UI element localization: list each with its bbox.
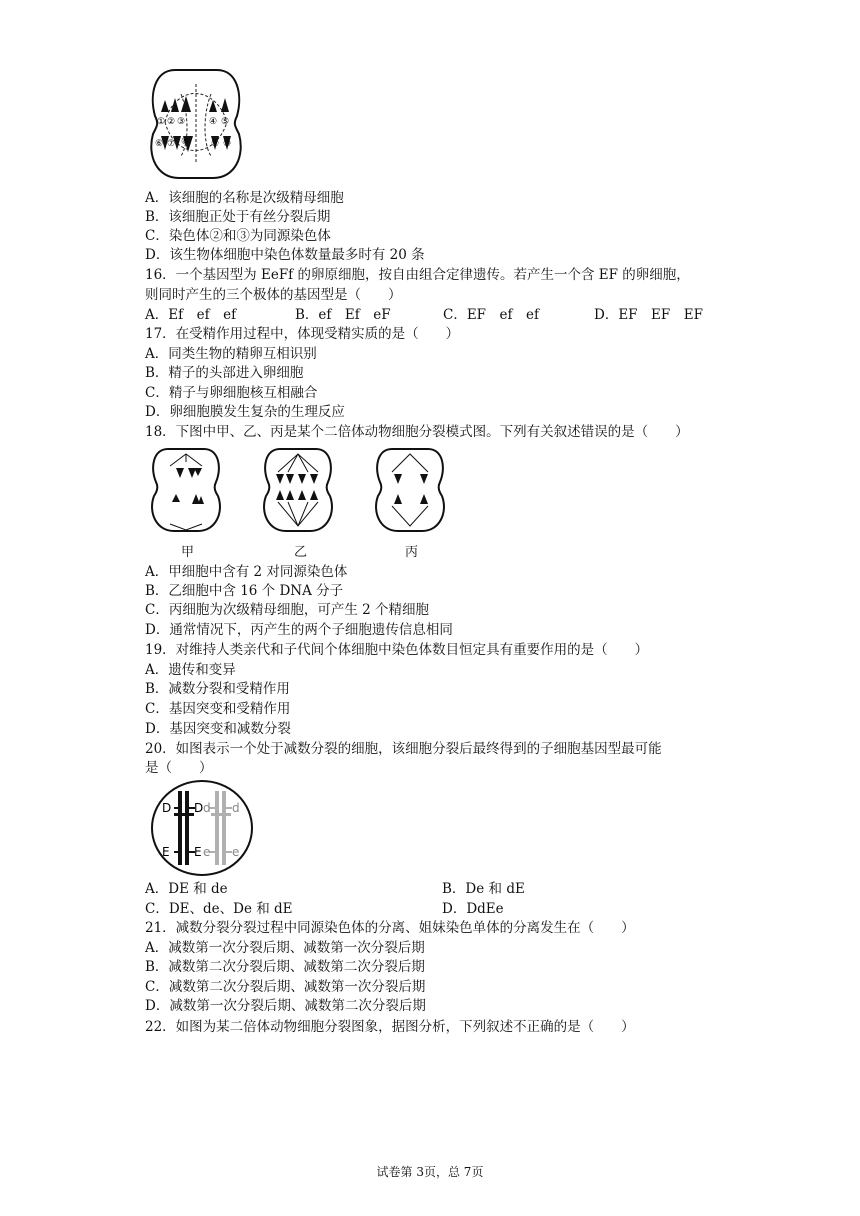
q15-option-c: C．染色体②和③为同源染色体: [145, 228, 331, 244]
q21-option-b: B．减数第二次分裂后期、减数第二次分裂后期: [145, 959, 425, 975]
q15-cell-figure: [145, 64, 247, 182]
q18-caption-jia: 甲: [181, 545, 195, 560]
q22-stem: 22．如图为某二倍体动物细胞分裂图象，据图分析，下列叙述不正确的是（ ）: [145, 1019, 635, 1035]
q19-option-c: C．基因突变和受精作用: [145, 701, 291, 717]
q20-label-D-right: D: [194, 801, 204, 815]
q15-label-7: ⑦: [167, 139, 176, 149]
q15-label-3: ③: [177, 117, 186, 127]
q18-option-c: C．丙细胞为次级精母细胞，可产生 2 个精细胞: [145, 602, 430, 618]
q20-option-a: A．DE 和 de: [145, 881, 228, 897]
q21-option-c: C．减数第二次分裂后期、减数第一次分裂后期: [145, 979, 426, 995]
q15-option-a: A．该细胞的名称是次级精母细胞: [145, 190, 344, 206]
q15-label-2: ②: [167, 117, 176, 127]
page-footer: 试卷第 3页，总 7页: [376, 1165, 484, 1179]
q20-stem-line1: 20．如图表示一个处于减数分裂的细胞，该细胞分裂后最终得到的子细胞基因型最可能: [145, 741, 662, 757]
q15-option-b: B．该细胞正处于有丝分裂后期: [145, 209, 331, 225]
q17-option-d: D．卵细胞膜发生复杂的生理反应: [145, 404, 345, 420]
q15-label-10: ⑩: [223, 139, 232, 149]
q15-label-6: ⑥: [155, 139, 164, 149]
q15-label-1: ①: [157, 117, 166, 127]
q20-label-d-left: d: [203, 801, 211, 815]
q15-option-d: D．该生物体细胞中染色体数量最多时有 20 条: [145, 247, 425, 263]
q20-stem-line2: 是（ ）: [145, 760, 213, 776]
q18-cell-bing-figure: [372, 446, 448, 534]
q15-label-9: ⑨: [211, 139, 220, 149]
q18-option-b: B．乙细胞中含 16 个 DNA 分子: [145, 583, 344, 599]
q16-stem-line1: 16．一个基因型为 EeFf 的卵原细胞，按自由组合定律遗传。若产生一个含 EF 的卵细胞，: [145, 267, 690, 283]
q16-stem-line2: 则同时产生的三个极体的基因型是（ ）: [145, 287, 402, 303]
q20-label-E-right: E: [194, 845, 202, 859]
q20-label-e-left: e: [203, 845, 211, 859]
q15-label-8: ⑧: [181, 137, 190, 147]
q21-stem: 21．减数分裂分裂过程中同源染色体的分离、姐妹染色单体的分离发生在（ ）: [145, 920, 635, 936]
q16-option-c: C．EF ef ef: [443, 307, 540, 323]
q18-stem: 18．下图中甲、乙、丙是某个二倍体动物细胞分裂模式图。下列有关叙述错误的是（ ）: [145, 424, 689, 440]
q20-cell-figure: [150, 779, 254, 877]
q20-label-e-right: e: [232, 845, 240, 859]
q21-option-d: D．减数第一次分裂后期、减数第二次分裂后期: [145, 998, 426, 1014]
q17-option-a: A．同类生物的精卵互相识别: [145, 346, 317, 362]
q20-label-d-right: d: [232, 801, 240, 815]
q18-cell-jia-figure: [148, 446, 224, 534]
q19-option-b: B．减数分裂和受精作用: [145, 681, 290, 697]
q16-option-b: B．ef Ef eF: [295, 307, 391, 323]
q18-caption-bing: 丙: [405, 545, 419, 560]
q20-label-D-left: D: [162, 801, 172, 815]
q17-option-c: C．精子与卵细胞核互相融合: [145, 385, 318, 401]
q15-label-5: ⑤: [221, 117, 230, 127]
q16-option-d: D．EF EF EF: [594, 307, 703, 323]
q16-option-a: A．Ef ef ef: [145, 307, 237, 323]
q19-stem: 19．对维持人类亲代和子代间个体细胞中染色体数目恒定具有重要作用的是（ ）: [145, 642, 649, 658]
q18-option-d: D．通常情况下，丙产生的两个子细胞遗传信息相同: [145, 622, 453, 638]
q17-stem: 17．在受精作用过程中，体现受精实质的是（ ）: [145, 326, 460, 342]
q20-label-E-left: E: [162, 845, 170, 859]
q21-option-a: A．减数第一次分裂后期、减数第一次分裂后期: [145, 940, 425, 956]
q18-caption-yi: 乙: [294, 545, 308, 560]
q20-option-b: B．De 和 dE: [442, 881, 525, 897]
q18-option-a: A．甲细胞中含有 2 对同源染色体: [145, 564, 348, 580]
q20-option-c: C．DE、de、De 和 dE: [145, 901, 293, 917]
q19-option-d: D．基因突变和减数分裂: [145, 721, 291, 737]
q19-option-a: A．遗传和变异: [145, 662, 236, 678]
q20-option-d: D．DdEe: [442, 901, 504, 917]
q17-option-b: B．精子的头部进入卵细胞: [145, 365, 304, 381]
q18-cell-yi-figure: [260, 446, 336, 534]
q15-label-4: ④: [209, 117, 218, 127]
